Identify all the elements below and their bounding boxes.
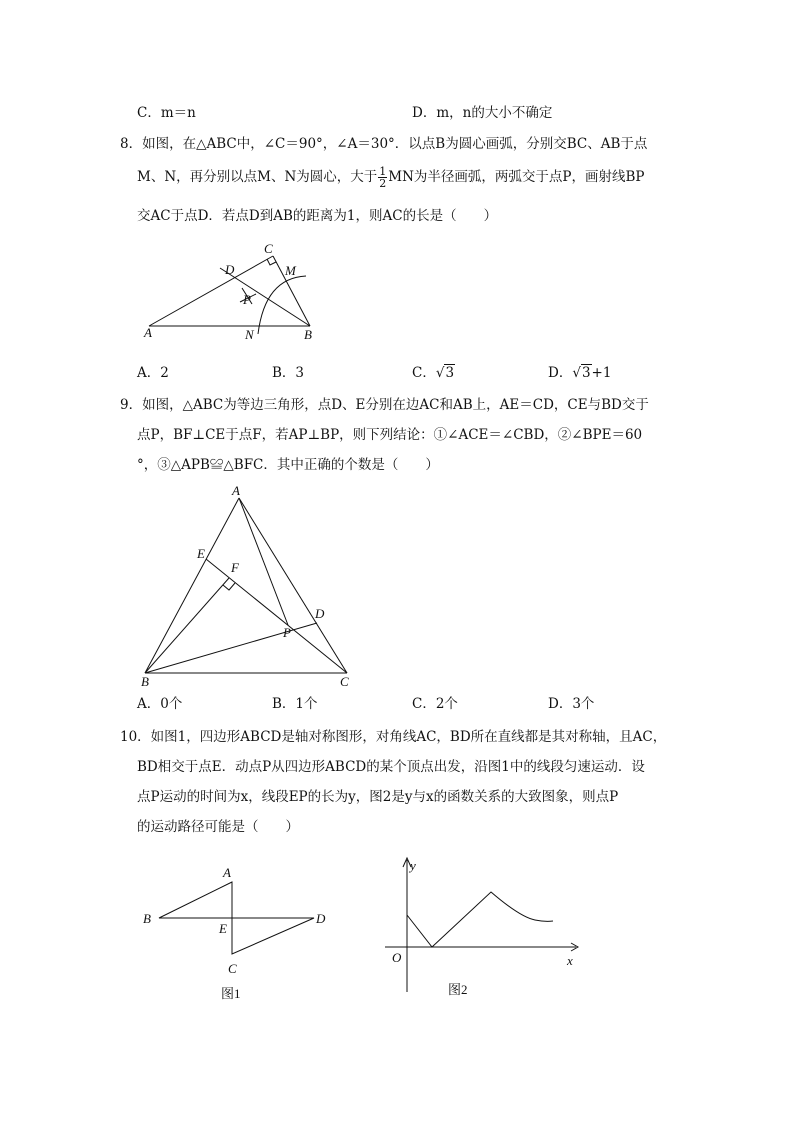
label-b: B [143, 911, 151, 926]
label-d: D [315, 606, 325, 621]
q8-triangle-figure [140, 238, 330, 344]
fraction-denominator: 2 [379, 177, 387, 190]
q8-option-d-suffix: +1 [591, 365, 612, 381]
q8-stem-line2 [137, 166, 645, 189]
label-a: A [144, 325, 152, 340]
fraction-numerator: 1 [379, 165, 387, 178]
q8-option-d: D．√3+1 [548, 365, 612, 381]
label-p: P [283, 625, 291, 640]
q9-triangle-figure [135, 480, 360, 692]
label-m: M [285, 263, 296, 278]
q9-option-d: D．3个 [548, 696, 595, 712]
figure-1-caption: 图1 [221, 986, 241, 1001]
q8-stem-line1: 8．如图，在△ABC中，∠C＝90°，∠A＝30°．以点B为圆心画弧，分别交BC、AB于点 [120, 136, 648, 152]
label-y: y [410, 858, 416, 873]
label-e: E [197, 546, 205, 561]
label-d: D [225, 262, 235, 277]
q10-stem-line1: 10．如图1，四边形ABCD是轴对称图形，对角线AC，BD所在直线都是其对称轴，且AC， [120, 729, 667, 745]
q10-figure-1-rhombus [135, 862, 335, 1007]
segment-ce [206, 559, 347, 673]
label-p: P [243, 292, 251, 307]
label-b: B [304, 327, 312, 342]
q8-option-b: B．3 [272, 365, 305, 381]
segment-ac [149, 256, 273, 326]
q9-stem-line1: 9．如图，△ABC为等边三角形，点D、E分别在边AC和AB上，AE＝CD，CE与BD交于 [120, 397, 649, 413]
q8-option-c-radicand: 3 [445, 365, 455, 381]
right-angle-mark [223, 583, 235, 590]
q10-stem-line2: BD相交于点E．动点P从四边形ABCD的某个顶点出发，沿图1中的线段匀速运动．设 [137, 759, 645, 775]
segment-bd [145, 623, 317, 673]
label-x: x [567, 953, 573, 968]
q8-stem-line2b: MN为半径画弧，两弧交于点P，画射线BP [388, 169, 645, 185]
q8-stem-line2a: M、N，再分别以点M、N为圆心，大于 [137, 169, 378, 185]
q9-stem-line3: °，③△APB≌△BFC．其中正确的个数是（ ） [137, 457, 439, 473]
label-c: C [264, 241, 273, 256]
label-a: A [232, 483, 240, 498]
q8-stem-line3: 交AC于点D．若点D到AB的距离为1，则AC的长是（ ） [137, 208, 498, 224]
label-e: E [219, 921, 227, 936]
q9-option-c: C．2个 [412, 696, 458, 712]
fraction-one-half [378, 166, 387, 189]
q9-option-a: A．0个 [137, 696, 183, 712]
q10-figure-2-graph [380, 852, 590, 1002]
function-curve [407, 892, 553, 947]
figure-2-caption: 图2 [448, 982, 468, 997]
q8-option-c-prefix: C． [412, 365, 436, 381]
q10-stem-line4: 的运动路径可能是（ ） [137, 819, 299, 835]
segment-ab [145, 498, 239, 673]
q8-option-d-prefix: D． [548, 365, 573, 381]
label-c: C [228, 961, 237, 976]
label-d: D [316, 911, 326, 926]
label-a: A [223, 865, 231, 880]
label-o: O [392, 950, 402, 965]
q9-option-b: B．1个 [272, 696, 318, 712]
label-c: C [340, 674, 349, 689]
label-n: N [245, 327, 254, 342]
segment-ac [239, 498, 347, 673]
label-b: B [141, 674, 149, 689]
q8-option-a: A．2 [137, 365, 169, 381]
q7-option-d: D．m，n的大小不确定 [412, 105, 553, 121]
q7-option-c: C．m＝n [137, 105, 196, 121]
q10-stem-line3: 点P运动的时间为x，线段EP的长为y，图2是y与x的函数关系的大致图象，则点P [137, 789, 619, 805]
q8-option-c: C．√3 [412, 365, 455, 381]
q8-option-d-radicand: 3 [581, 365, 591, 381]
label-f: F [231, 560, 239, 575]
q9-stem-line2: 点P，BF⊥CE于点F，若AP⊥BP，则下列结论：①∠ACE＝∠CBD，②∠BPE＝60 [137, 427, 643, 443]
segment-bf [145, 578, 229, 673]
